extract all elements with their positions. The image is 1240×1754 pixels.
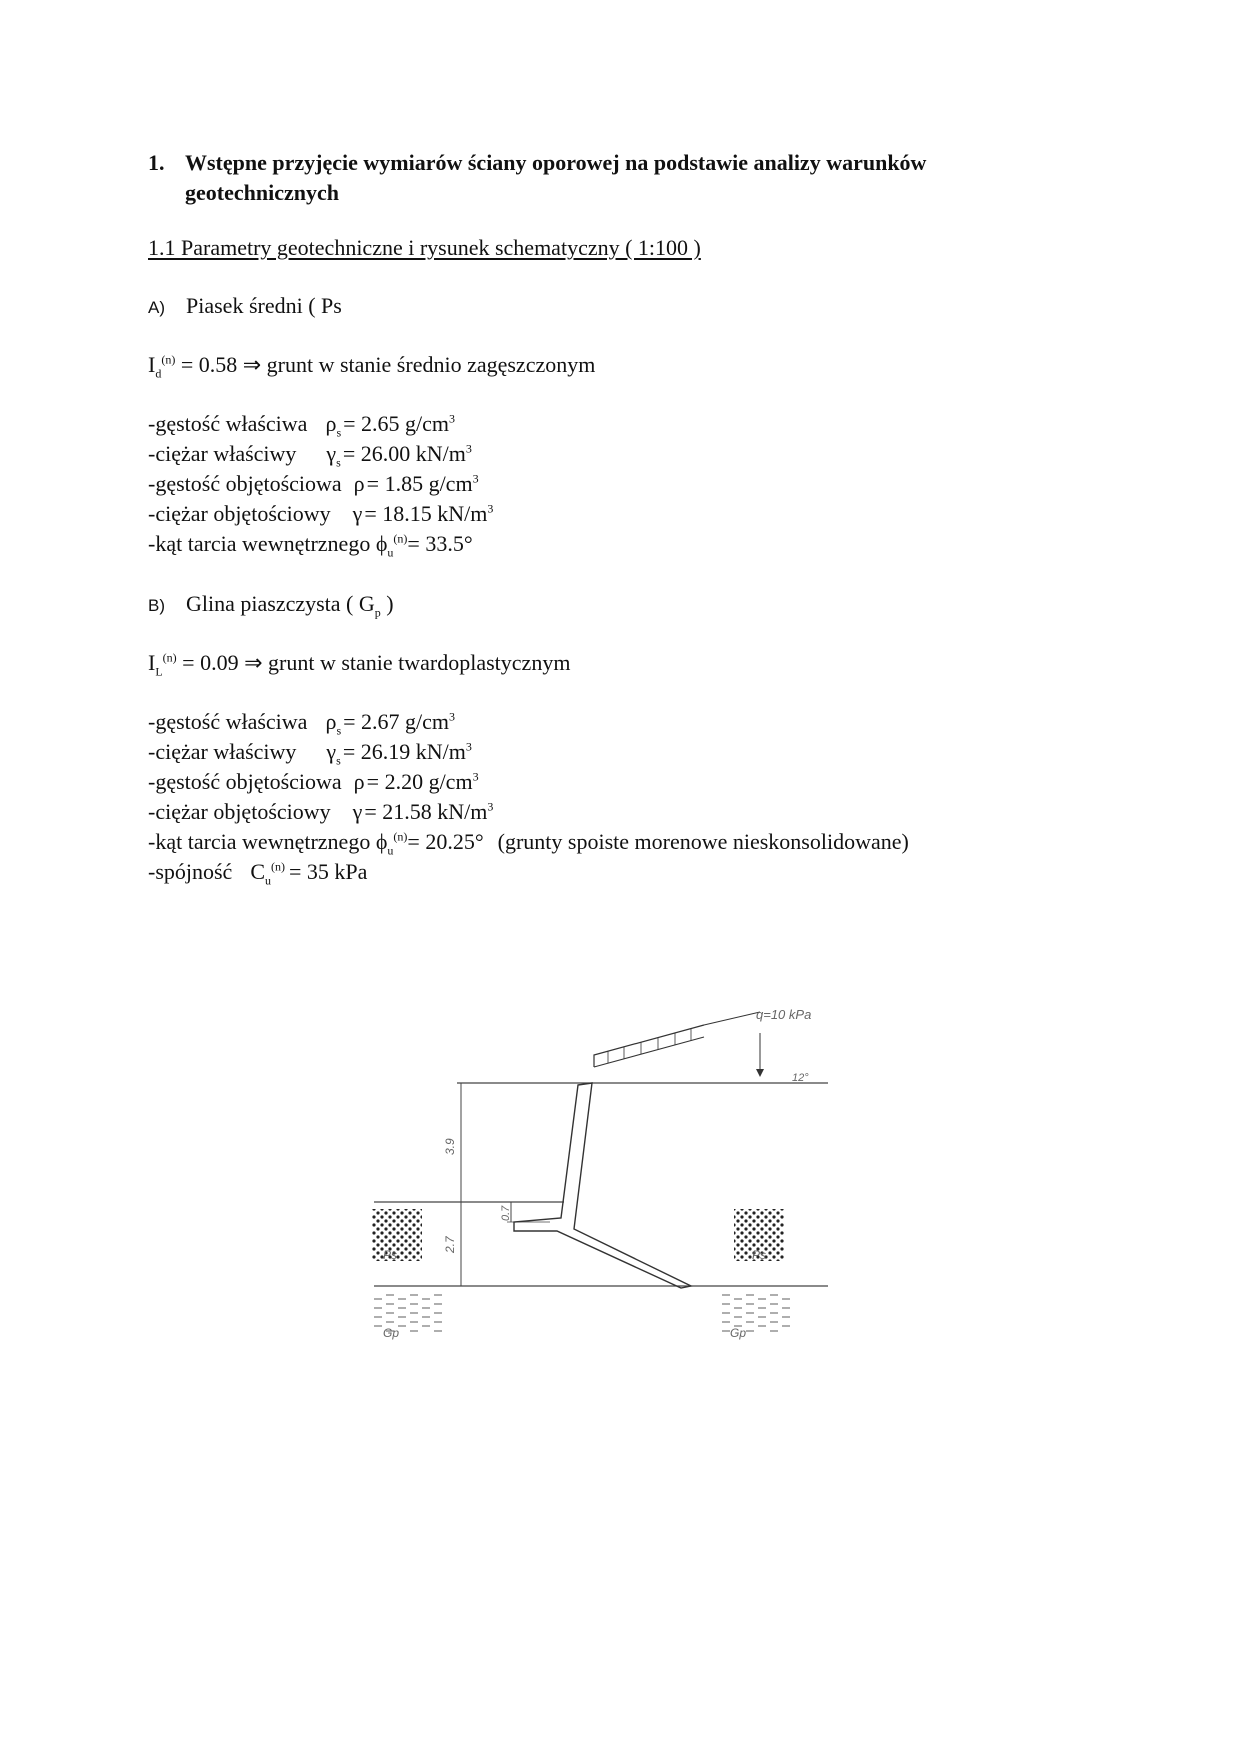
param-row: -gęstość objętościowa ρ= 2.20 $g/cm^3$ (148, 769, 479, 794)
retaining-wall-outline (514, 1083, 691, 1288)
slope-line (704, 1012, 760, 1025)
cohesion-row: -spójność $C_u^{(n)} = 35$ kPa (148, 859, 368, 888)
param-row: -gęstość objętościowa ρ= 1.85 $g/cm^3$ (148, 471, 479, 496)
param-row: -ciężar właściwy $\gamma_s= 26.19$ $kN/m^3$ (148, 739, 472, 768)
load-label: q=10 kPa (756, 1007, 812, 1022)
friction-row: -kąt tarcia wewnętrznego $\phi_u^{(n)}= 20.25^\circ$ (grunty spoiste morenowe nieskonsolidowane) (148, 829, 909, 858)
heading-line-1: Wstępne przyjęcie wymiarów ściany oporowej na podstawie analizy warunków (185, 150, 927, 175)
main-heading (148, 148, 1048, 208)
section-title: 1.1 Parametry geotechniczne i rysunek schematyczny ( 1:100 ) (148, 235, 701, 260)
soil-a-title (148, 293, 342, 319)
param-row: -gęstość właściwa $\rho_s= 2.65$ $g/cm^3$ (148, 411, 456, 440)
retaining-wall-drawing (360, 995, 840, 1350)
angle-label: 12° (792, 1072, 809, 1084)
param-row: -gęstość właściwa $\rho_s= 2.67$ $g/cm^3$ (148, 709, 456, 738)
friction-row: -kąt tarcia wewnętrznego $\phi_u^{(n)}= 33.5^\circ$ (148, 531, 473, 560)
param-row: -ciężar właściwy $\gamma_s= 26.00$ $kN/m^3$ (148, 441, 472, 470)
dimension-lower-label: 2.7 (443, 1236, 457, 1253)
heading-line-2: geotechnicznych (185, 180, 339, 205)
soil-a-index: $I_d^{(n)} = 0.58$ ⇒ grunt w stanie średnio zagęszczonym (148, 352, 596, 381)
soil-a-name: Piasek średni ( Ps (186, 293, 342, 318)
dimension-upper-label: 3.9 (443, 1138, 457, 1155)
soil-b-label: B) (148, 596, 165, 615)
dimension-small-label: 0.7 (500, 1205, 512, 1221)
soil-b-name: Glina piaszczysta ( G (186, 591, 375, 616)
soil-b-index: $I_L^{(n)} = 0.09$ ⇒ grunt w stanie twardoplastycznym (148, 650, 571, 679)
soil-gp-left-label: Gp (383, 1326, 400, 1340)
soil-a-label: A) (148, 298, 165, 317)
param-row: -ciężar objętościowy γ= 18.15 $kN/m^3$ (148, 501, 494, 526)
soil-b-title: B) Glina piaszczysta ( $G_p$ ) (148, 591, 394, 620)
heading-number: 1. (148, 150, 165, 175)
param-row: -ciężar objętościowy γ= 21.58 $kN/m^3$ (148, 799, 494, 824)
soil-gp-right-label: Gp (730, 1326, 747, 1340)
soil-ps-left-label: Ps (383, 1248, 398, 1262)
load-block (594, 1025, 704, 1067)
soil-ps-right-label: Ps (752, 1248, 767, 1262)
